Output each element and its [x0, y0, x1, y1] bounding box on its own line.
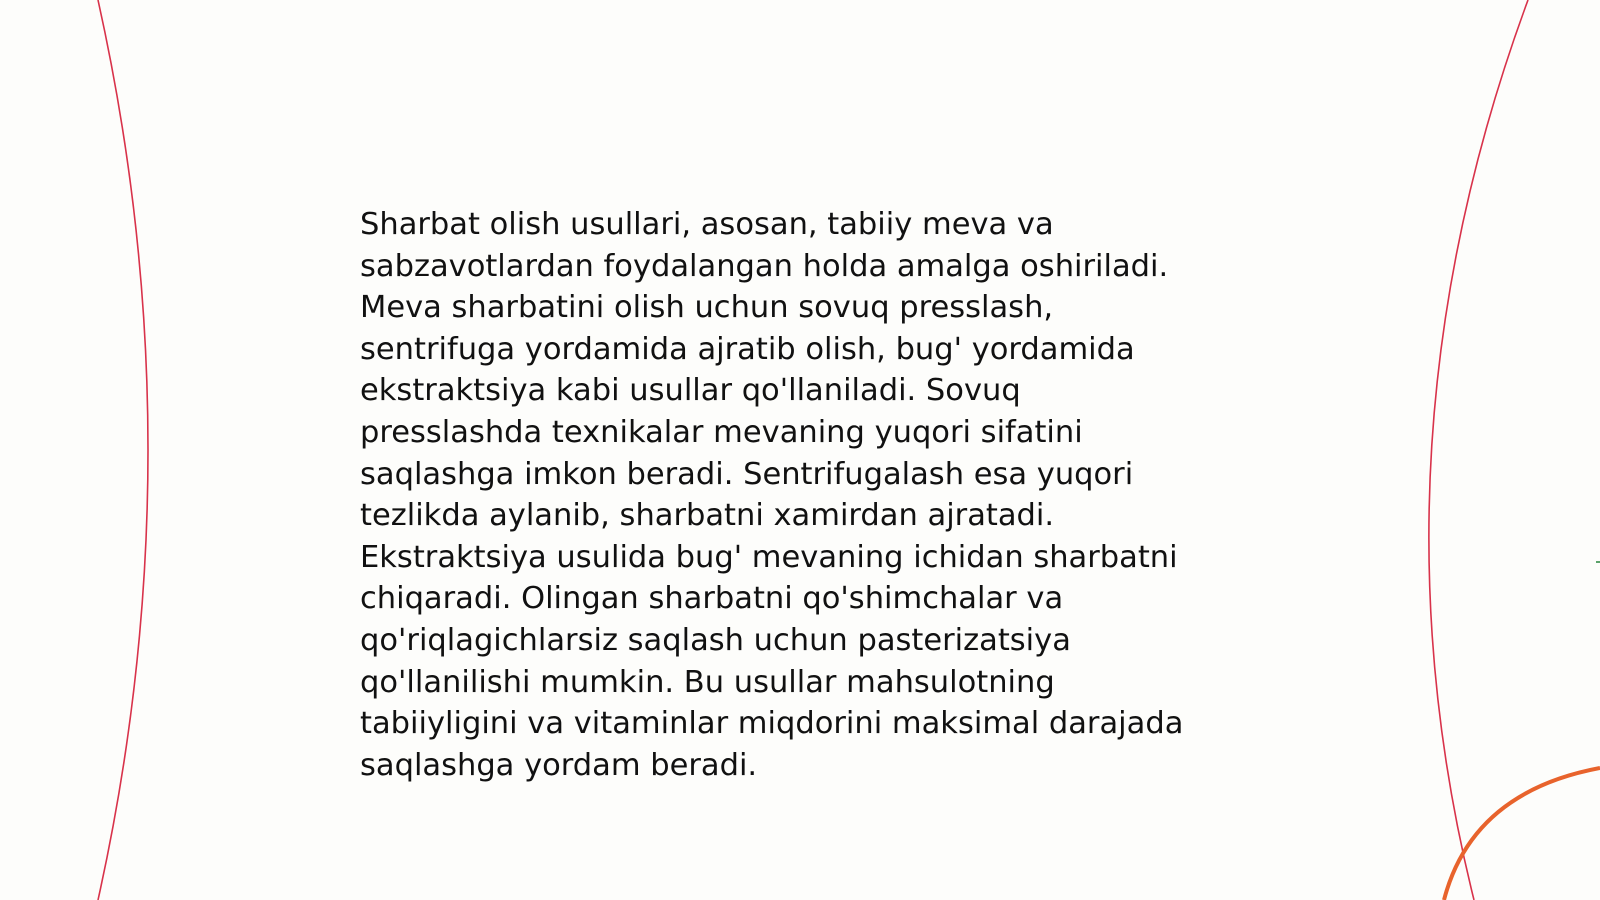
paragraph-line: saqlashga yordam beradi. [360, 747, 758, 783]
orange-arc [1444, 768, 1600, 900]
right-curve-line [1429, 0, 1528, 900]
paragraph-line: tezlikda aylanib, sharbatni xamirdan ajratadi. [360, 498, 1055, 534]
paragraph-line: ekstraktsiya kabi usullar qo'llaniladi. Sovuq [360, 373, 1021, 409]
paragraph-line: presslashda texnikalar mevaning yuqori sifatini [360, 414, 1083, 450]
paragraph-line: Ekstraktsiya usulida bug' mevaning ichidan sharbatni [360, 539, 1178, 575]
paragraph-line: chiqaradi. Olingan sharbatni qo'shimchalar va [360, 581, 1064, 617]
paragraph-line: Sharbat olish usullari, asosan, tabiiy meva va [360, 207, 1054, 242]
paragraph-line: tabiiyligini va vitaminlar miqdorini maksimal darajada [360, 706, 1184, 742]
paragraph-line: sentrifuga yordamida ajratib olish, bug' yordamida [360, 331, 1135, 367]
paragraph-line: qo'llanilishi mumkin. Bu usullar mahsulotning [360, 664, 1055, 700]
body-paragraph [360, 204, 1260, 786]
paragraph-line: qo'riqlagichlarsiz saqlash uchun pasterizatsiya [360, 622, 1071, 658]
paragraph-line: saqlashga imkon beradi. Sentrifugalash esa yuqori [360, 456, 1134, 492]
paragraph-line: Meva sharbatini olish uchun sovuq presslash, [360, 290, 1054, 326]
left-curve-line [98, 0, 148, 900]
paragraph-line: sabzavotlardan foydalangan holda amalga oshiriladi. [360, 248, 1169, 284]
